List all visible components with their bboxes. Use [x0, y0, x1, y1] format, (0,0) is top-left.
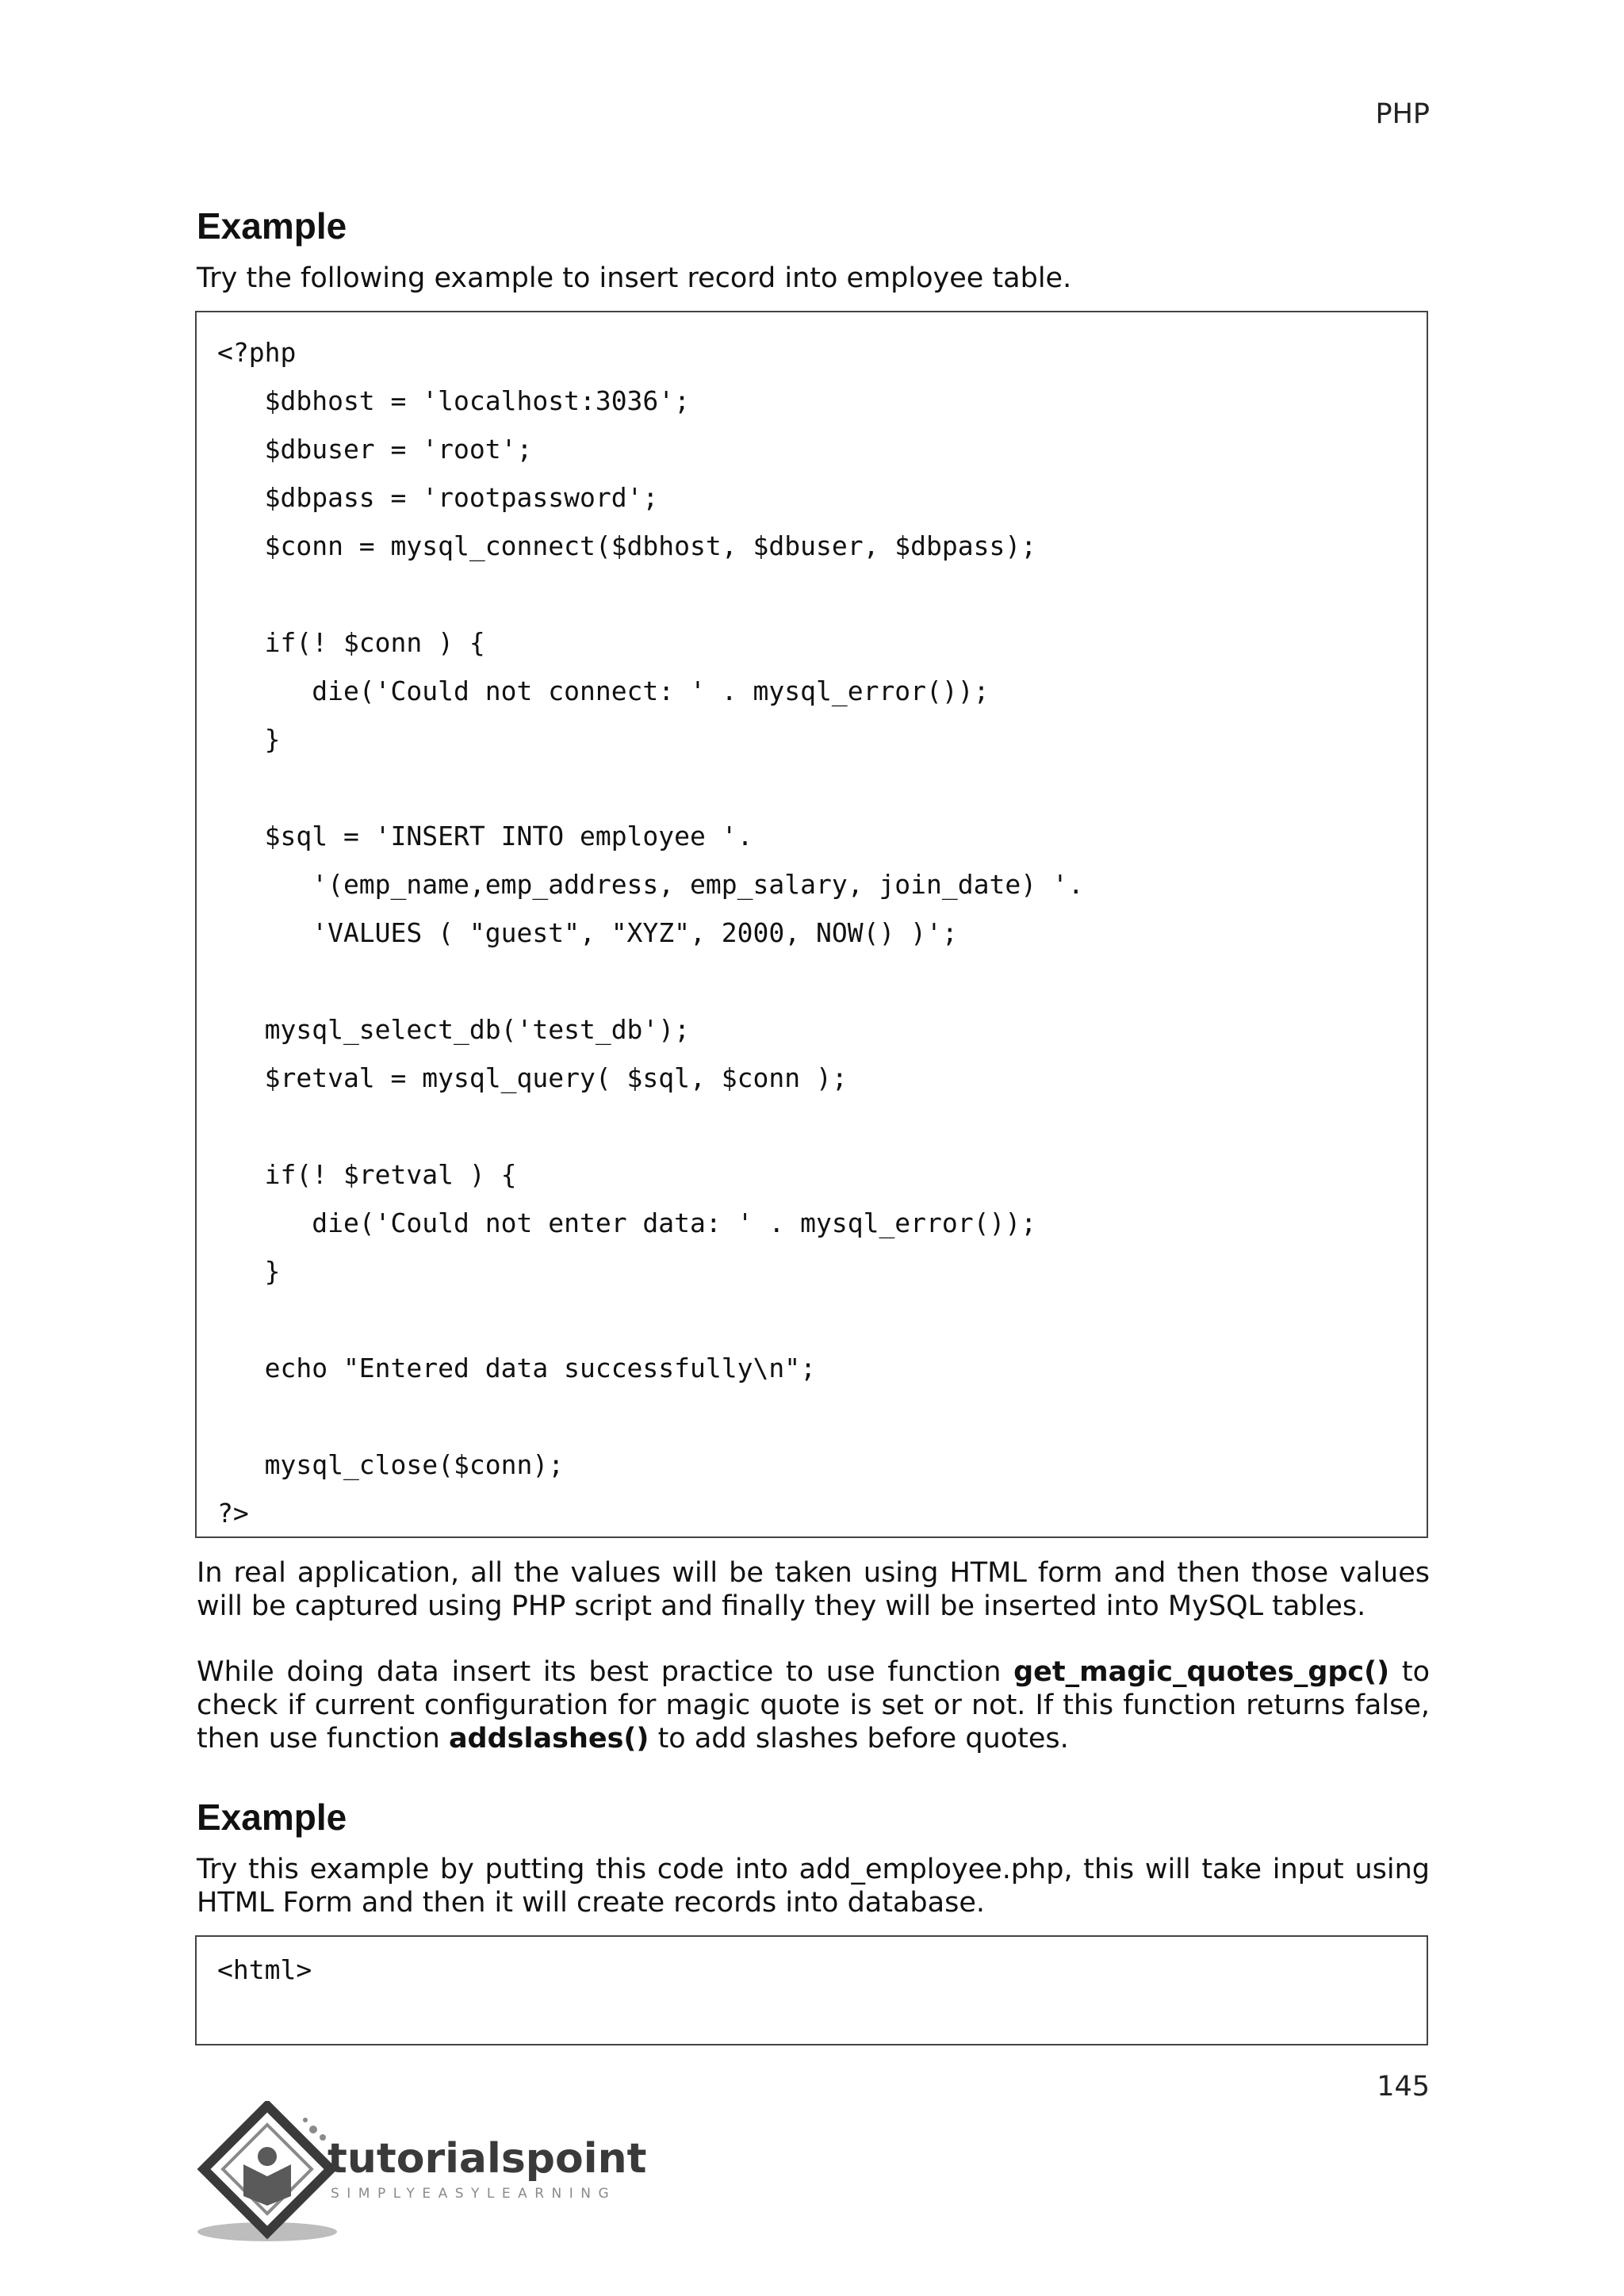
intro-paragraph: Try the following example to insert record into employee table.: [197, 262, 1072, 294]
logo-tagline: SIMPLYEASYLEARNING: [331, 2186, 617, 2202]
text-run: to add slashes before quotes.: [649, 1723, 1069, 1755]
body-paragraph: In real application, all the values will be taken using HTML form and then those values will be captured using PHP script and finally they will be inserted into MySQL tables.: [197, 1557, 1430, 1622]
code-block: [195, 311, 1428, 1538]
code-text: <?php $dbhost = 'localhost:3036'; $dbuser = 'root'; $dbpass = 'rootpassword'; $conn = mysql_connect($dbhost, $dbuser, $dbpass); if(! $conn ) { die('Could not connect: ' . mysql_error()); } $sql = 'INSERT INTO employee '. '(emp_name,emp_address, emp_salary, join_date) '. 'VALUES ( "guest", "XYZ", 2000, NOW() )'; mysql_select_db('test_db'); $retval = mysql_query( $sql, $conn ); if(! $retval ) { die('Could not enter data: ' . mysql_error()); } echo "Entered data successfully\n"; mysql_close($conn); ?>: [217, 337, 1084, 1529]
code-text: <html>: [217, 1954, 312, 1985]
intro-paragraph: Try this example by putting this code into add_employee.php, this will take input using HTML Form and then it will create records into database.: [197, 1854, 1430, 1919]
logo-icon: [194, 2101, 670, 2244]
section-heading: Example: [197, 1797, 347, 1838]
code-block: [195, 1935, 1428, 2045]
tutorialspoint-logo: [194, 2101, 670, 2244]
text-run: While doing data insert its best practice to use function: [197, 1656, 1014, 1688]
section-heading: Example: [197, 205, 347, 247]
body-paragraph: [197, 1655, 1430, 1755]
page-number: 145: [1377, 2071, 1430, 2103]
running-header: PHP: [1375, 98, 1430, 130]
text-run: to check if current configuration for magic quote is set or not. If this function returns false, then use function: [197, 1656, 1431, 1755]
logo-text: tutorialspoint: [327, 2135, 647, 2183]
function-name: get_magic_quotes_gpc(): [1013, 1656, 1390, 1688]
function-name: addslashes(): [448, 1723, 649, 1755]
